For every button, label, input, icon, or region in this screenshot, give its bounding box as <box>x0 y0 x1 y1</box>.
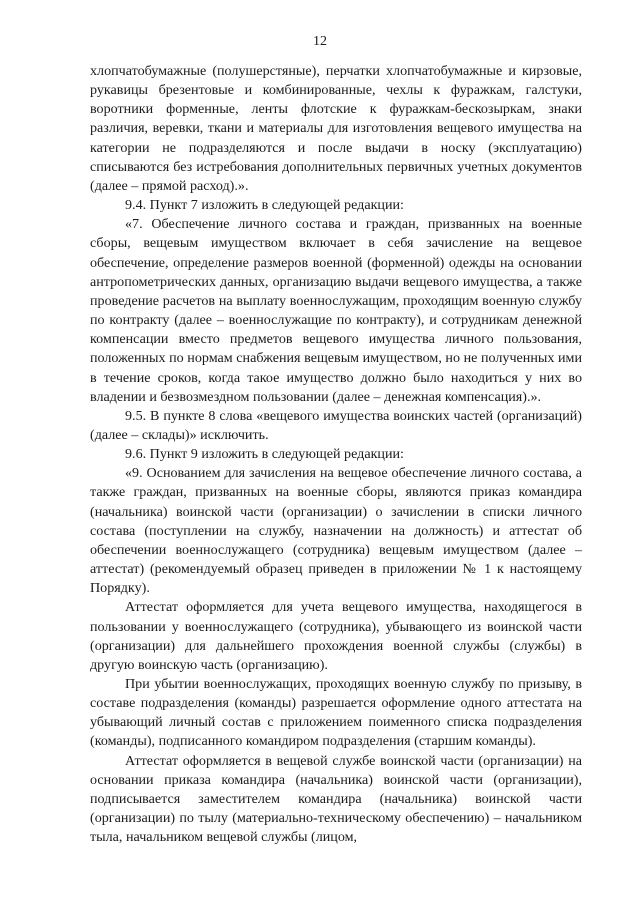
paragraph-attestat-purpose: Аттестат оформляется для учета вещевого имущества, находящегося в пользовании у военнослужащего (сотрудника), убывающего из воинской части (организации) для дальнейшего прохождения военной службы (службы) в другую воинскую часть (организацию). <box>90 599 582 673</box>
paragraph-point-7: «7. Обеспечение личного состава и граждан, призванных на военные сборы, вещевым имуществом включает в себя зачисление на вещевое обеспечение, определение размеров военной (форменной) одежды на основании антропометрических данных, организацию выдачи вещевого имущества, а также проведение расчетов на выплату военнослужащим, проходящим военную службу по контракту (далее – военнослужащие по контракту), и сотрудникам денежной компенсации вместо предметов вещевого имущества личного пользования, положенных по нормам снабжения вещевым имуществом, но не полученных ими в течение сроков, когда такое имущество должно было находиться у них во владении и безвозмездном пользовании (далее – денежная компенсация).». <box>90 216 582 405</box>
paragraph-continuation: хлопчатобумажные (полушерстяные), перчатки хлопчатобумажные и кирзовые, рукавицы брезентовые и комбинированные, чехлы к фуражкам, галстуки, воротники форменные, ленты флотские к фуражкам-бескозыркам, знаки различия, веревки, ткани и материалы для изготовления вещевого имущества на категории не подразделяются и после выдачи в носку (эксплуатацию) списываются без истребования дополнительных первичных учетных документов (далее – прямой расход).». <box>90 63 582 194</box>
paragraph-9-5: 9.5. В пункте 8 слова «вещевого имущества воинских частей (организаций) (далее – склады)» исключить. <box>90 407 582 443</box>
page-number: 12 <box>313 34 327 49</box>
paragraph-attestat-issuance: Аттестат оформляется в вещевой службе воинской части (организации) на основании приказа командира (начальника) воинской части (организации), подписывается заместителем командира (начальника) воинской части (организации) по тылу (материально-техническому обеспечению) – начальником тыла, начальником вещевой службы (лицом, <box>90 752 582 846</box>
document-body <box>90 62 582 847</box>
paragraph-conscripts: При убытии военнослужащих, проходящих военную службу по призыву, в составе подразделения (команды) разрешается оформление одного аттестата на убывающий личный состав с приложением поименного списка подразделения (команды), подписанного командиром подразделения (старшим команды). <box>90 676 582 750</box>
paragraph-point-9: «9. Основанием для зачисления на вещевое обеспечение личного состава, а также граждан, призванных на военные сборы, являются приказ командира (начальника) воинской части (организации) о зачислении в списки личного состава (поступлении на службу, назначении на должность) и аттестат об обеспечении военнослужащего (сотрудника) вещевым имуществом (далее – аттестат) (рекомендуемый образец приведен в приложении № 1 к настоящему Порядку). <box>90 465 582 597</box>
paragraph-9-4: 9.4. Пункт 7 изложить в следующей редакции: <box>125 197 404 214</box>
paragraph-9-6: 9.6. Пункт 9 изложить в следующей редакции: <box>125 446 404 463</box>
